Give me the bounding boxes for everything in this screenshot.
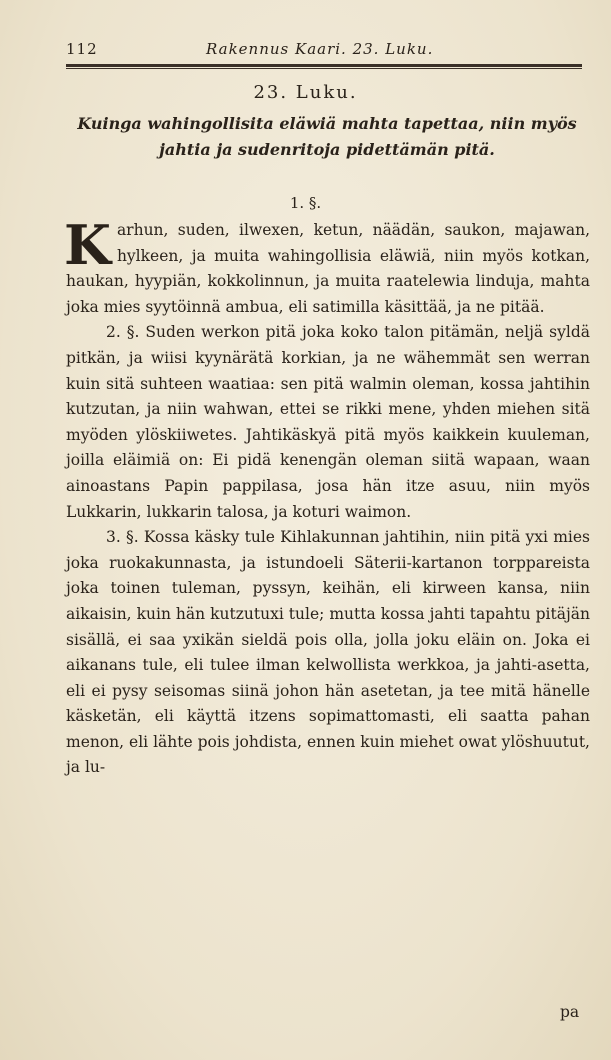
chapter-subtitle: Kuinga wahingollisita eläwiä mahta tapettaa, niin myös jahtia ja sudenritoja pidettämän pitä. [77, 114, 577, 159]
header-rule [66, 64, 582, 67]
section-1-text: arhun, suden, ilwexen, ketun, näädän, saukon, majawan, hylkeen, ja muita wahingollisia eläwiä, niin myös kotkan, haukan, hyypiän, kokkolinnun, ja muita raatelewia linduja, mahta joka mies syytöinnä ambua, eli satimilla käsittää, ja ne pitää. [66, 221, 590, 316]
catchword: pa [560, 1003, 580, 1021]
page-number: 112 [66, 40, 98, 58]
paragraph-section-1 [64, 213, 590, 320]
paragraph-section-3: 3. §. Kossa käsky tule Kihlakunnan jahtihin, niin pitä yxi mies joka ruokakunnasta, ja istundoeli Säterii-kartanon torppareista joka toinen tuleman, pyssyn, keihän, eli kirween kansa, niin aikaisin, kuin hän kutzutuxi tule; mutta kossa jahti tapahtu pitäjän sisällä, ei saa yxikän sieldä pois olla, jolla joku eläin on. Joka ei aikanans tule, eli tulee ilman kelwollista werkkoa, ja jahti-asetta, eli ei pysy seisomas siinä johon hän asetetan, ja tee mitä hänelle käsketän, eli käyttä itzens sopimattomasti, eli saatta pahan menon, eli lähte pois johdista, ennen kuin miehet owat ylöshuutut, ja lu- [66, 528, 590, 777]
running-header [66, 36, 586, 62]
body-text [64, 213, 590, 781]
header-rule-thin [66, 68, 582, 69]
drop-cap: K [64, 213, 111, 277]
chapter-title: 23. Luku. [253, 82, 358, 103]
running-title: Rakennus Kaari. 23. Luku. [206, 40, 434, 58]
section-heading: 1. §. [289, 194, 322, 212]
paragraph-section-2: 2. §. Suden werkon pitä joka koko talon pitämän, neljä syldä pitkän, ja wiisi kyynärätä korkian, ja ne wähemmät sen werran kuin sitä suhteen waatiaa: sen pitä walmin oleman, kossa jahtihin kutzutan, ja niin wahwan, ettei se rikki mene, yhden miehen sitä myöden ylöskiiwetes. Jahtikäskyä pitä myös kaikkein kuuleman, joilla eläimiä on: Ei pidä kenengän oleman siitä wapaan, waan ainoastans Papin pappilasa, josa hän itze asuu, niin myös Lukkarin, lukkarin talosa, ja koturi waimon. [66, 323, 590, 521]
